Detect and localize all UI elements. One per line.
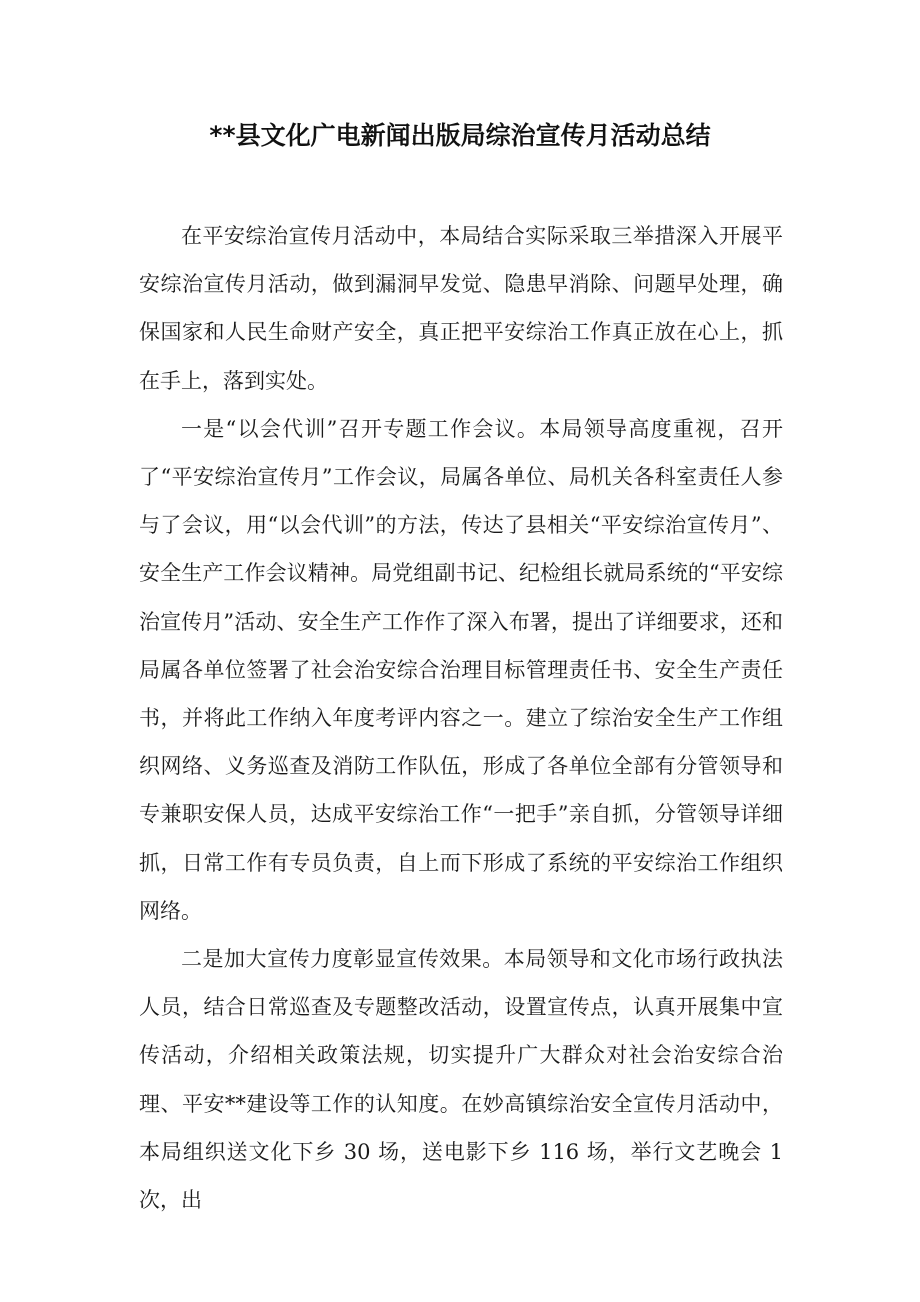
document-body <box>139 212 783 1224</box>
document-title: **县文化广电新闻出版局综治宣传月活动总结 <box>209 121 711 150</box>
paragraph-intro: 在平安综治宣传月活动中，本局结合实际采取三举措深入开展平安综治宣传月活动，做到漏洞早发觉、隐患早消除、问题早处理，确保国家和人民生命财产安全，真正把平安综治工作真正放在心上，抓在手上，落到实处。 <box>139 224 783 393</box>
paragraph-publicity: 二是加大宣传力度彰显宣传效果。本局领导和文化市场行政执法人员，结合日常巡查及专题整改活动，设置宣传点，认真开展集中宣传活动，介绍相关政策法规，切实提升广大群众对社会治安综合治理、平安**建设等工作的认知度。在妙高镇综治安全宣传月活动中，本局组织送文化下乡 30 场，送电影下乡 116 场，举行文艺晚会 1 次，出 <box>139 947 783 1213</box>
paragraph-meeting: 一是“以会代训”召开专题工作会议。本局领导高度重视，召开了“平安综治宣传月”工作会议，局属各单位、局机关各科室责任人参与了会议，用“以会代训”的方法，传达了县相关“平安综治宣传月”、安全生产工作会议精神。局党组副书记、纪检组长就局系统的“平安综治宣传月”活动、安全生产工作作了深入布署，提出了详细要求，还和局属各单位签署了社会治安综合治理目标管理责任书、安全生产责任书，并将此工作纳入年度考评内容之一。建立了综治安全生产工作组织网络、义务巡查及消防工作队伍，形成了各单位全部有分管领导和专兼职安保人员，达成平安综治工作“一把手”亲自抓，分管领导详细抓，日常工作有专员负责，自上而下形成了系统的平安综治工作组织网络。 <box>139 416 783 923</box>
